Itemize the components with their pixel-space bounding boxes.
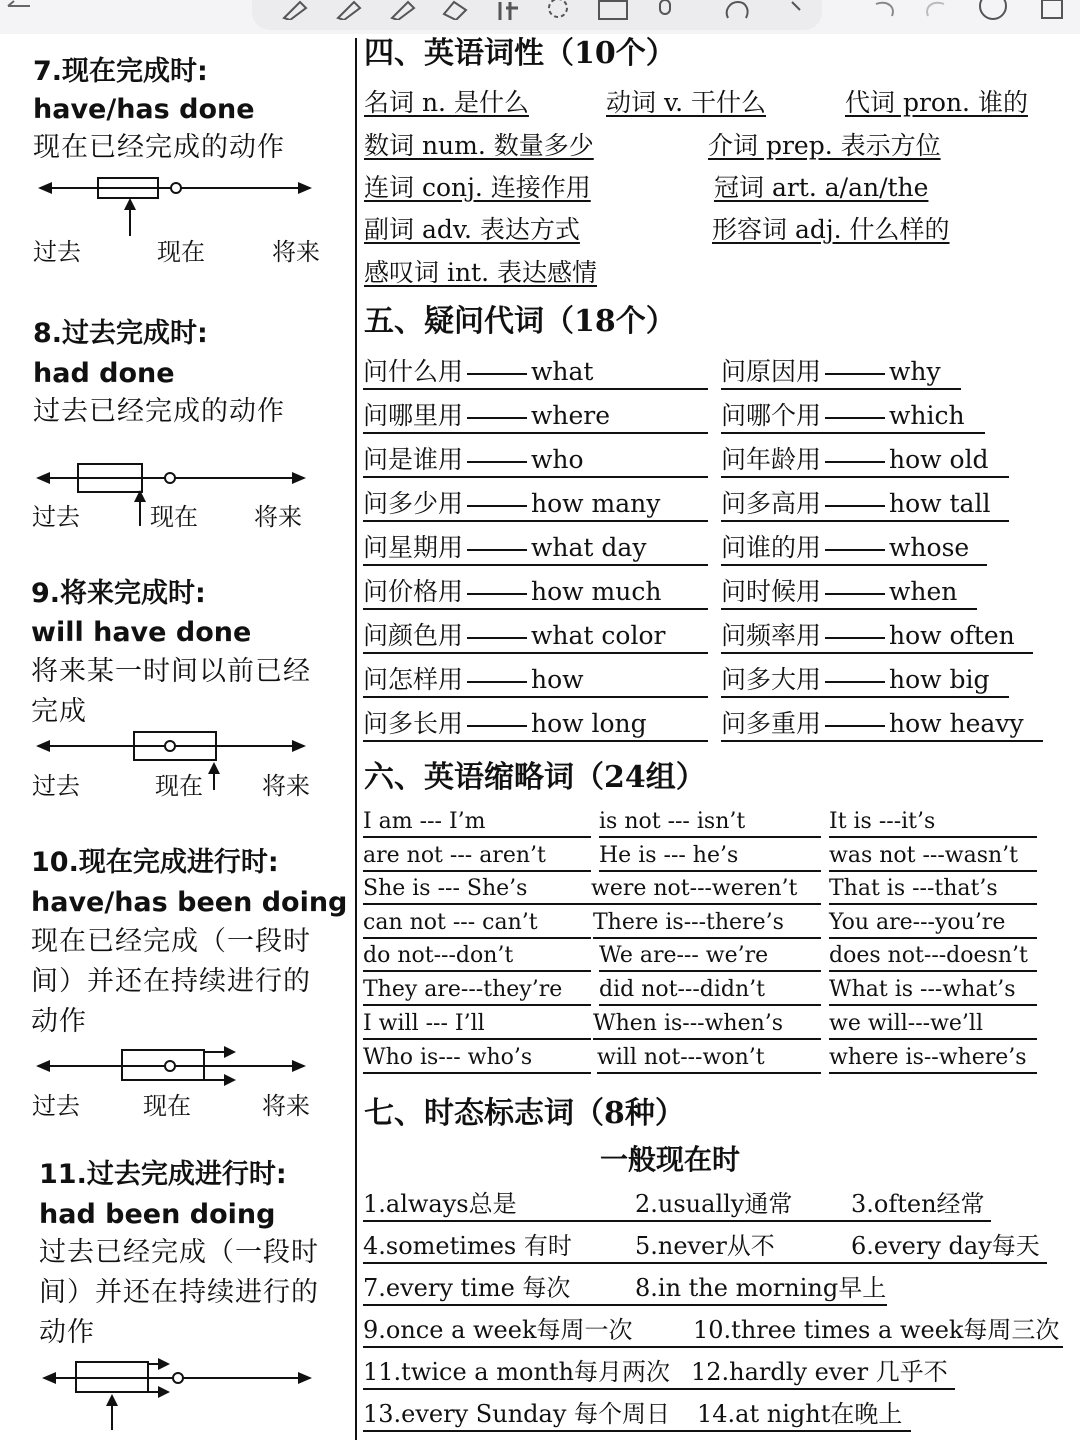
section-formula: had done [33, 358, 175, 389]
toolbar-right [850, 0, 1080, 30]
question-en: how big [889, 665, 990, 694]
question-row [363, 444, 1053, 488]
signal-heading: 七、时态标志词（8种） [364, 1096, 685, 1131]
question-en: how much [531, 577, 662, 606]
question-zh: 问谁的用 [721, 533, 822, 562]
question-en: how long [531, 709, 647, 738]
question-en: what [531, 357, 594, 386]
question-zh: 问年龄用 [721, 445, 822, 474]
section-description: 将来某一时间以前已经完成 [31, 656, 311, 727]
question-zh: 问多大用 [721, 665, 822, 694]
signal-cell: 3.often经常 [851, 1188, 991, 1222]
question-cell [721, 400, 985, 434]
pos-item: 名词 n. 是什么 [364, 88, 529, 117]
question-cell [363, 664, 708, 698]
abbrev-cell: I will --- I’ll [363, 1010, 591, 1040]
abbrev-cell: When is---when’s [593, 1010, 821, 1040]
signal-cell: 10.three times a week每周三次 [693, 1314, 1063, 1348]
timeline-diagram [34, 1042, 314, 1092]
signal-cell: 7.every time 每次 [363, 1272, 635, 1306]
abbrev-cell: He is --- he’s [599, 842, 821, 872]
question-zh: 问频率用 [721, 621, 822, 650]
chevron-right-icon[interactable] [788, 0, 804, 22]
pos-item: 代词 pron. 谁的 [845, 88, 1028, 117]
top-toolbar [0, 0, 1080, 34]
timeline-label-now: 现在 [143, 1092, 191, 1120]
abbrev-cell: we will---we’ll [829, 1010, 1037, 1040]
pages-icon[interactable] [1036, 0, 1066, 22]
abbrev-cell: will not---won’t [597, 1044, 821, 1074]
question-cell [363, 356, 708, 390]
pos-item: 连词 conj. 连接作用 [364, 173, 591, 202]
timeline-label-past: 过去 [32, 503, 80, 531]
timeline-label-past: 过去 [33, 238, 81, 266]
undo-icon[interactable] [870, 0, 898, 22]
question-cell [721, 620, 1033, 654]
highlighter-icon[interactable] [388, 0, 418, 22]
section-formula: have/has done [33, 94, 255, 125]
abbrev-cell: are not --- aren’t [363, 842, 591, 872]
question-row [363, 576, 1053, 620]
question-zh: 问颜色用 [363, 621, 464, 650]
pencil-icon[interactable] [334, 0, 364, 22]
question-row [363, 664, 1053, 708]
section-title: 11.过去完成进行时: [39, 1159, 287, 1190]
section-description: 现在已经完成（一段时间）并还在持续进行的动作 [31, 926, 311, 1037]
question-zh: 问原因用 [721, 357, 822, 386]
section-description: 现在已经完成的动作 [33, 132, 285, 163]
pen-icon[interactable] [280, 0, 310, 22]
signal-cell: 14.at night在晚上 [697, 1398, 911, 1432]
question-cell [721, 576, 977, 610]
section-title: 7.现在完成时: [33, 56, 208, 87]
question-cell [721, 708, 1043, 742]
question-cell [363, 620, 708, 654]
abbrev-cell: She is --- She’s [363, 875, 591, 905]
signal-cell: 5.never从不 [635, 1230, 851, 1264]
question-en: where [531, 401, 611, 430]
question-cell [721, 532, 987, 566]
abbrev-cell: is not --- isn’t [599, 808, 821, 838]
redo-icon[interactable] [922, 0, 950, 22]
more-icon[interactable] [976, 0, 1010, 22]
abbrev-cell: I am --- I’m [363, 808, 591, 838]
question-zh: 问是谁用 [363, 445, 464, 474]
hand-icon[interactable] [722, 0, 752, 22]
question-row [363, 532, 1053, 576]
image-icon[interactable] [596, 0, 630, 22]
abbrev-cell: You are---you’re [829, 909, 1037, 939]
microphone-icon[interactable] [652, 0, 678, 22]
section-title: 8.过去完成时: [33, 318, 208, 349]
section-title: 9.将来完成时: [31, 578, 206, 609]
signal-cell: 13.every Sunday 每个周日 [363, 1398, 697, 1432]
pos-item: 冠词 art. a/an/the [714, 173, 929, 202]
back-arrow-icon[interactable] [4, 0, 32, 22]
question-en: how tall [889, 489, 991, 518]
abbrev-cell: Who is--- who’s [363, 1044, 591, 1074]
pos-item: 介词 prep. 表示方位 [708, 131, 941, 160]
pos-item: 感叹词 int. 表达感情 [364, 258, 597, 287]
lasso-icon[interactable] [544, 0, 574, 22]
question-cell [363, 444, 708, 478]
abbrev-cell: where is--where’s [829, 1044, 1037, 1074]
question-row [363, 620, 1053, 664]
timeline-label-future: 将来 [262, 1092, 310, 1120]
timeline-label-future: 将来 [262, 772, 310, 800]
question-cell [721, 444, 1009, 478]
pos-item: 数词 num. 数量多少 [364, 131, 594, 160]
question-cell [363, 488, 708, 522]
signal-cell: 6.every day每天 [851, 1230, 1047, 1264]
question-en: how many [531, 489, 661, 518]
abbrev-cell: They are---they’re [363, 976, 591, 1006]
tool-palette [252, 0, 822, 30]
question-zh: 问多长用 [363, 709, 464, 738]
question-row [363, 400, 1053, 444]
question-en: how old [889, 445, 989, 474]
question-zh: 问怎样用 [363, 665, 464, 694]
signal-cell: 11.twice a month每月两次 [363, 1356, 691, 1390]
abbrev-cell: did not---didn’t [599, 976, 821, 1006]
section-formula: will have done [31, 617, 252, 648]
question-zh: 问哪里用 [363, 401, 464, 430]
timeline-label-now: 现在 [150, 503, 198, 531]
signal-cell: 4.sometimes 有时 [363, 1230, 635, 1264]
timeline-diagram [40, 1354, 320, 1430]
abbrev-cell: It is ---it’s [829, 808, 1037, 838]
question-cell [363, 532, 708, 566]
question-zh: 问多少用 [363, 489, 464, 518]
timeline-label-future: 将来 [254, 503, 302, 531]
signal-cell: 12.hardly ever 几乎不 [691, 1356, 955, 1390]
signal-cell: 2.usually通常 [635, 1188, 851, 1222]
signal-subheading: 一般现在时 [600, 1143, 741, 1176]
section-description: 过去已经完成（一段时间）并还在持续进行的动作 [39, 1237, 319, 1348]
question-cell [363, 400, 708, 434]
abbrev-cell: What is ---what’s [829, 976, 1037, 1006]
pos-item: 副词 adv. 表达方式 [364, 215, 580, 244]
question-row [363, 708, 1053, 752]
question-cell [363, 576, 708, 610]
question-en: how [531, 665, 584, 694]
section-description: 过去已经完成的动作 [33, 396, 285, 427]
question-en: who [531, 445, 584, 474]
question-zh: 问星期用 [363, 533, 464, 562]
pos-heading: 四、英语词性（10个） [364, 36, 676, 71]
abbrev-cell: were not---weren’t [591, 875, 821, 905]
text-tool-icon[interactable] [494, 0, 524, 22]
timeline-label-now: 现在 [155, 772, 203, 800]
question-en: what day [531, 533, 647, 562]
abbrev-cell: That is ---that’s [829, 875, 1037, 905]
question-zh: 问多高用 [721, 489, 822, 518]
question-en: whose [889, 533, 970, 562]
question-zh: 问什么用 [363, 357, 464, 386]
abbrev-cell: We are--- we’re [599, 942, 821, 972]
question-cell [721, 488, 1009, 522]
signal-cell: 9.once a week每周一次 [363, 1314, 693, 1348]
question-row [363, 488, 1053, 532]
abbrev-cell: There is---there’s [593, 909, 821, 939]
timeline-label-now: 现在 [157, 238, 205, 266]
question-heading: 五、疑问代词（18个） [364, 304, 676, 339]
question-en: which [889, 401, 965, 430]
section-formula: have/has been doing [31, 887, 348, 918]
question-en: how often [889, 621, 1015, 650]
abbrev-cell: does not---doesn’t [829, 942, 1037, 972]
abbrev-cell: do not---don’t [363, 942, 591, 972]
abbrev-cell: can not --- can’t [363, 909, 591, 939]
column-divider [355, 38, 357, 1440]
signal-cell: 8.in the morning早上 [635, 1272, 887, 1306]
question-en: when [889, 577, 958, 606]
question-zh: 问多重用 [721, 709, 822, 738]
question-cell [363, 708, 708, 742]
section-formula: had been doing [39, 1199, 276, 1230]
abbrev-cell: was not ---wasn’t [829, 842, 1037, 872]
pos-item: 形容词 adj. 什么样的 [712, 215, 950, 244]
question-cell [721, 664, 1009, 698]
timeline-diagram [36, 172, 316, 242]
question-row [363, 356, 1053, 400]
signal-cell: 1.always总是 [363, 1188, 635, 1222]
timeline-label-past: 过去 [32, 1092, 80, 1120]
question-zh: 问哪个用 [721, 401, 822, 430]
abbrev-heading: 六、英语缩略词（24组） [364, 760, 706, 795]
eraser-icon[interactable] [440, 0, 470, 22]
question-en: what color [531, 621, 666, 650]
question-cell [721, 356, 961, 390]
question-en: how heavy [889, 709, 1024, 738]
question-en: why [889, 357, 941, 386]
question-zh: 问时候用 [721, 577, 822, 606]
pos-item: 动词 v. 干什么 [606, 88, 766, 117]
timeline-label-past: 过去 [32, 772, 80, 800]
question-zh: 问价格用 [363, 577, 464, 606]
section-title: 10.现在完成进行时: [31, 847, 279, 878]
timeline-label-future: 将来 [272, 238, 320, 266]
